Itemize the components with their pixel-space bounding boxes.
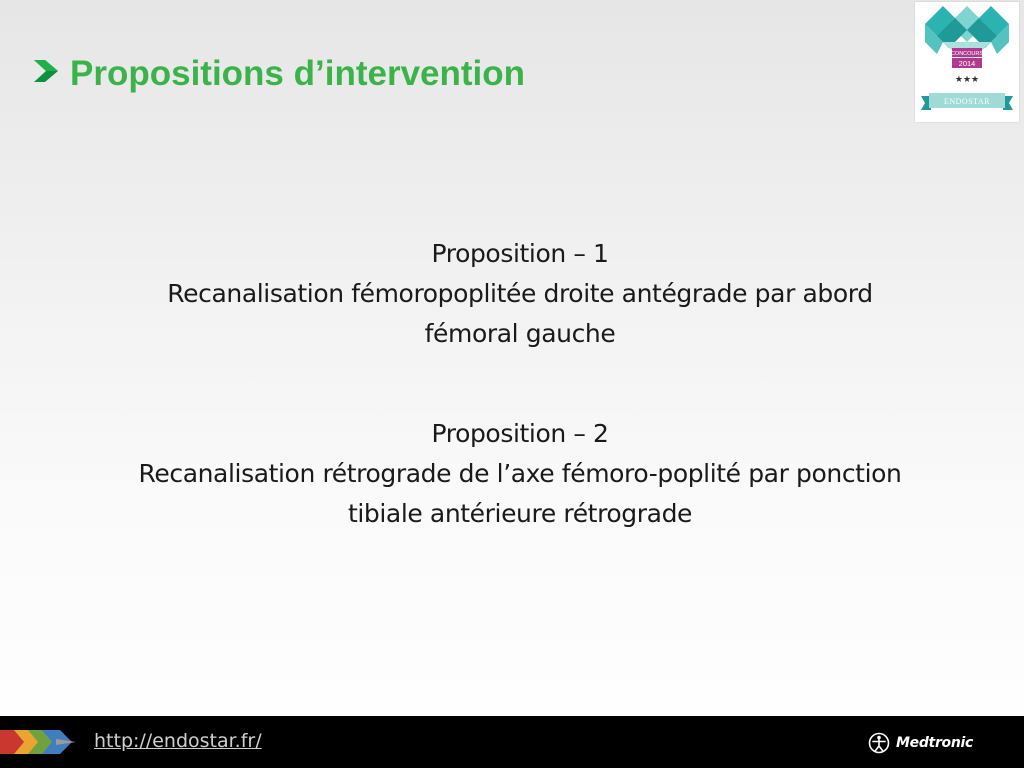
logo-badge-concours: CONCOURS [950,51,984,57]
slide-footer [0,716,1024,768]
logo-stars: ★★★ [954,75,980,85]
proposition-1-line-2: fémoral gauche [424,319,616,348]
logo-badge-year: 2014 [958,59,976,68]
proposition-2-heading: Proposition – 2 [431,419,609,448]
chevron-right-icon [32,58,60,84]
color-stripes-icon [0,730,76,754]
medtronic-name: Medtronic [896,735,974,751]
medtronic-brand [868,730,973,756]
proposition-2-line-1: Recanalisation rétrograde de l’axe fémoro-poplité par ponction [138,459,902,488]
proposition-1 [40,234,1000,354]
proposition-1-heading: Proposition – 1 [431,239,609,268]
slide-title: Propositions d’intervention [70,54,526,93]
proposition-1-line-1: Recanalisation fémoropoplitée droite antégrade par abord [167,279,873,308]
medtronic-figure-icon [868,732,890,754]
proposition-2 [40,414,1000,534]
endostar-logo [915,2,1019,122]
proposition-2-line-2: tibiale antérieure rétrograde [347,499,693,528]
logo-ribbon-text: ENDOSTAR [943,97,991,106]
endostar-link[interactable]: http://endostar.fr/ [94,730,262,752]
